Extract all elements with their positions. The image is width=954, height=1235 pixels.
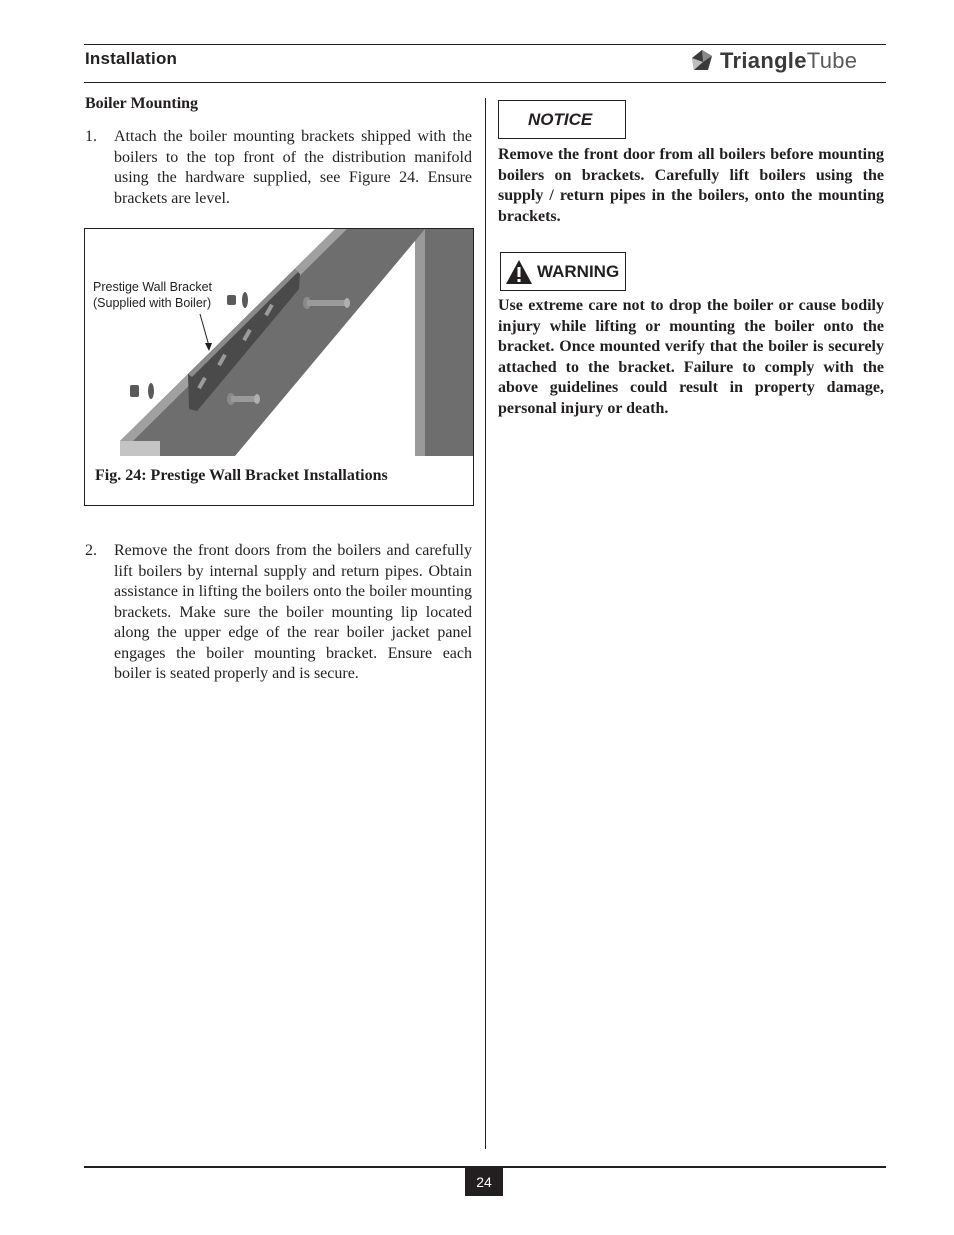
step-2-text: Remove the front doors from the boilers and carefully lift boilers by internal supply and return pipes. Obtain assistance in lifting the boilers onto the boiler mounting brackets. Make sure the boiler mounting lip located along the upper edge of the rear boiler jacket panel engages the boiler mounting bracket. Ensure each boiler is seated properly and is secure. bbox=[114, 542, 472, 682]
callout-line-1: Prestige Wall Bracket bbox=[93, 280, 213, 294]
figure-callout bbox=[93, 279, 212, 311]
figure-24 bbox=[84, 228, 474, 506]
page-number: 24 bbox=[465, 1167, 503, 1196]
notice-label: NOTICE bbox=[498, 100, 626, 139]
callout-line-2: (Supplied with Boiler) bbox=[93, 296, 212, 310]
step-1-text: Attach the boiler mounting brackets shipped with the boilers to the top front of the distribution manifold using the hardware supplied, see Figure 24. Ensure brackets are level. bbox=[114, 128, 472, 207]
warning-triangle-icon bbox=[505, 259, 533, 285]
warning-text: Use extreme care not to drop the boiler or cause bodily injury while lifting or mounting the boiler onto the bracket. Once mounted verify that the boiler is securely attached to the bracket. Failure to comply with the above guidelines could result in property damage, personal injury or death. bbox=[498, 297, 884, 417]
notice-text: Remove the front door from all boilers before mounting boilers on brackets. Carefully lift boilers using the supply / return pipes in the boilers, onto the mounting brackets. bbox=[498, 146, 884, 225]
logo-word-1: Triangle bbox=[720, 48, 807, 73]
header-bottom-rule bbox=[84, 82, 886, 83]
warning-label: WARNING bbox=[537, 261, 620, 281]
step-1 bbox=[85, 127, 472, 210]
warning-label-box bbox=[500, 252, 626, 291]
logo-word-2: Tube bbox=[806, 48, 858, 73]
subheading-boiler-mounting: Boiler Mounting bbox=[85, 95, 199, 112]
step-2-number: 2. bbox=[85, 542, 97, 559]
triangle-tube-logo-icon bbox=[690, 48, 714, 74]
brand-logo bbox=[690, 45, 886, 77]
section-title: Installation bbox=[85, 49, 178, 68]
step-1-number: 1. bbox=[85, 128, 97, 145]
column-divider bbox=[485, 98, 486, 1149]
step-2 bbox=[85, 541, 472, 686]
wall-bracket-illustration bbox=[85, 229, 473, 457]
figure-caption: Fig. 24: Prestige Wall Bracket Installations bbox=[95, 467, 388, 484]
